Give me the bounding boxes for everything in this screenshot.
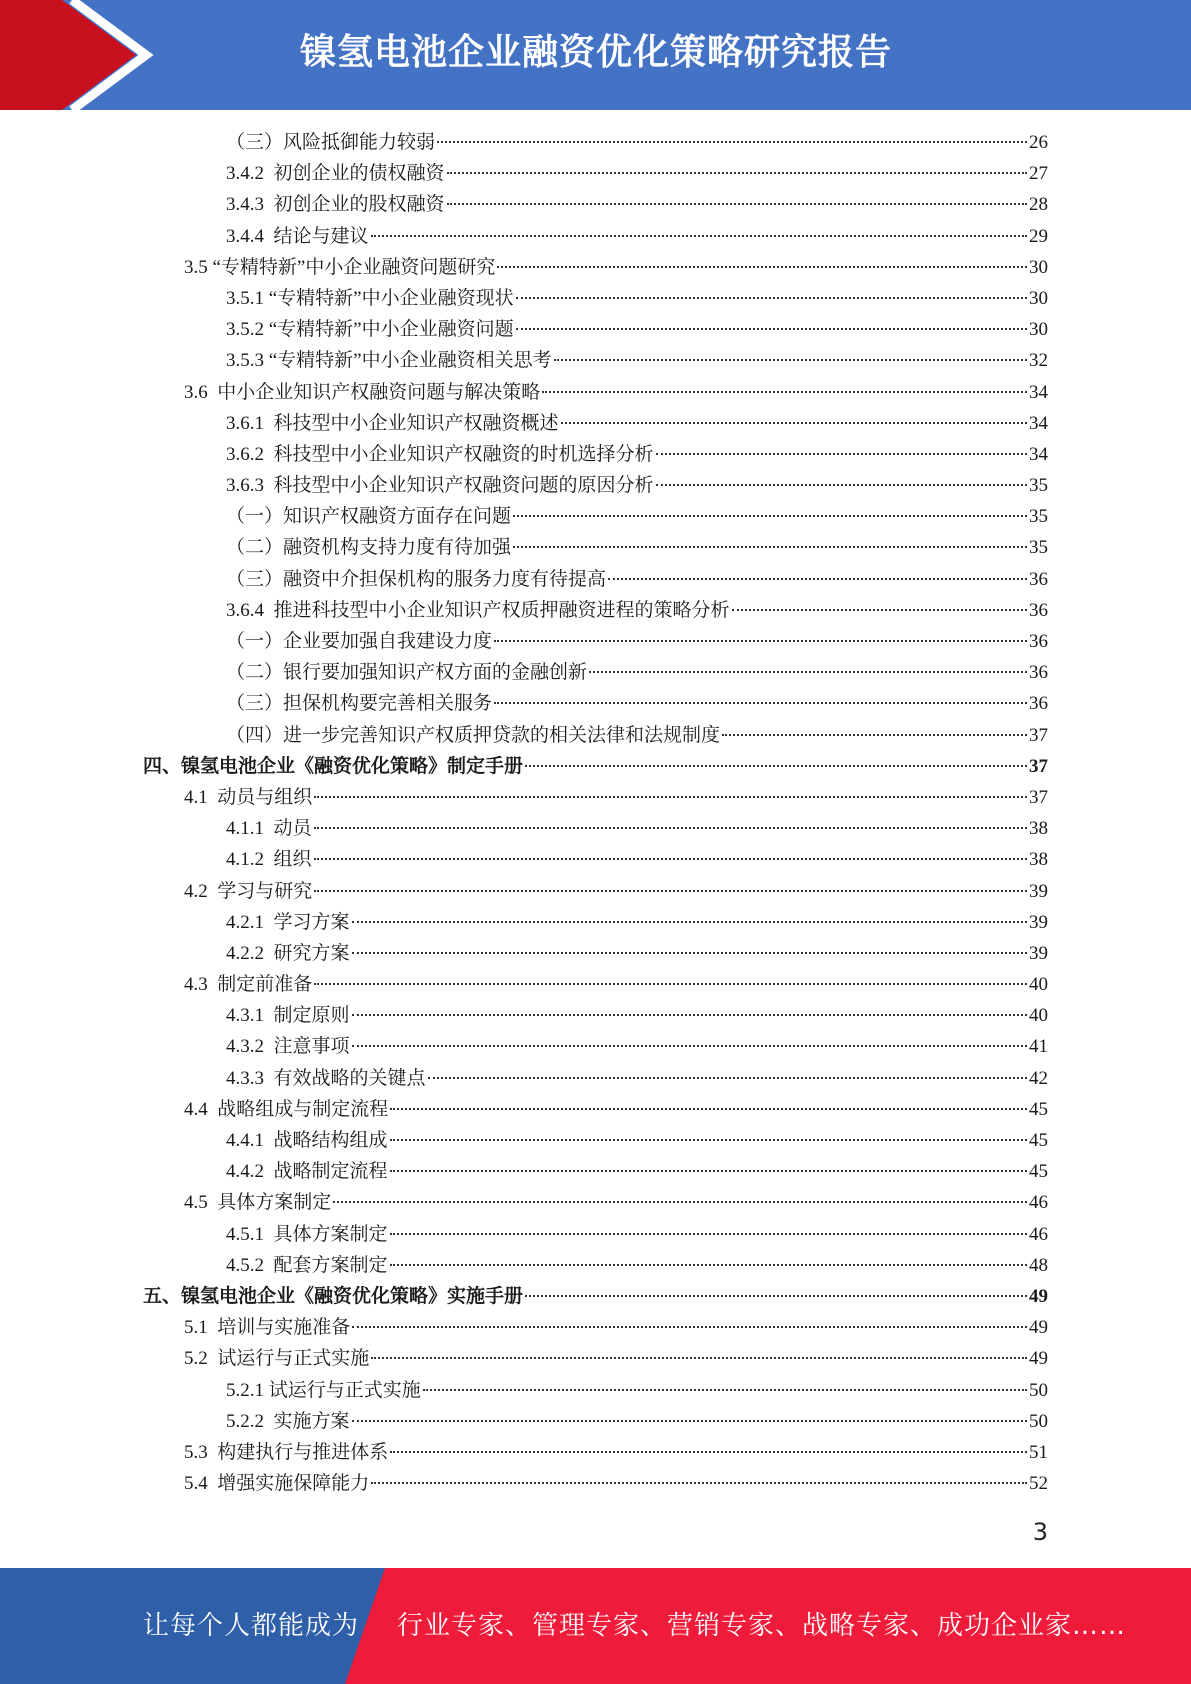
toc-entry[interactable] xyxy=(0,1375,1191,1406)
toc-dot-leader xyxy=(494,640,1027,642)
toc-entry-page: 49 xyxy=(1029,1285,1048,1307)
toc-entry-page: 40 xyxy=(1029,1005,1048,1027)
toc-dot-leader xyxy=(437,141,1027,143)
toc-entry-page: 51 xyxy=(1029,1441,1048,1463)
toc-entry-title: 4.3 制定前准备 xyxy=(184,974,313,996)
toc-entry-title: 4.1.2 组织 xyxy=(226,849,312,871)
toc-dot-leader xyxy=(390,1108,1027,1110)
table-of-contents xyxy=(0,127,1191,1499)
toc-entry[interactable] xyxy=(0,127,1191,158)
toc-entry-page: 34 xyxy=(1029,443,1048,465)
toc-entry-title: 4.4.2 战略制定流程 xyxy=(226,1161,388,1183)
toc-entry[interactable] xyxy=(0,564,1191,595)
toc-dot-leader xyxy=(390,1233,1027,1235)
toc-entry-title: （三）担保机构要完善相关服务 xyxy=(226,693,493,715)
toc-entry-title: 4.3.1 制定原则 xyxy=(226,1005,350,1027)
toc-dot-leader xyxy=(525,1295,1027,1297)
toc-entry[interactable] xyxy=(0,1312,1191,1343)
toc-dot-leader xyxy=(447,203,1027,205)
toc-entry-page: 46 xyxy=(1029,1192,1048,1214)
toc-entry[interactable] xyxy=(0,969,1191,1000)
toc-dot-leader xyxy=(428,1077,1027,1079)
toc-entry-title: （三）融资中介担保机构的服务力度有待提高 xyxy=(226,568,607,590)
toc-entry-title: 4.2 学习与研究 xyxy=(184,880,313,902)
toc-entry-page: 34 xyxy=(1029,412,1048,434)
toc-dot-leader xyxy=(608,578,1027,580)
toc-entry[interactable] xyxy=(0,345,1191,376)
toc-dot-leader xyxy=(371,235,1027,237)
toc-dot-leader xyxy=(314,827,1027,829)
toc-entry-title: 4.4.1 战略结构组成 xyxy=(226,1130,388,1151)
toc-entry-title: 3.4.2 初创企业的债权融资 xyxy=(226,163,445,185)
toc-dot-leader xyxy=(352,1045,1027,1047)
toc-entry[interactable] xyxy=(0,470,1191,501)
toc-entry-page: 36 xyxy=(1029,693,1048,715)
page-footer xyxy=(0,1568,1191,1684)
toc-entry-page: 52 xyxy=(1029,1473,1048,1495)
toc-entry[interactable] xyxy=(0,1187,1191,1218)
toc-entry[interactable] xyxy=(0,1063,1191,1094)
toc-dot-leader xyxy=(371,1482,1027,1484)
toc-entry[interactable] xyxy=(0,626,1191,657)
toc-entry-page: 49 xyxy=(1029,1317,1048,1339)
toc-entry[interactable] xyxy=(0,813,1191,844)
footer-slogan-right: 行业专家、管理专家、营销专家、战略专家、成功企业家…… xyxy=(397,1611,1127,1641)
toc-dot-leader xyxy=(352,952,1027,954)
toc-entry-title: （二）银行要加强知识产权方面的金融创新 xyxy=(226,662,588,684)
toc-entry[interactable] xyxy=(0,876,1191,907)
toc-entry-page: 45 xyxy=(1029,1161,1048,1183)
toc-entry-title: 4.3.3 有效战略的关键点 xyxy=(226,1067,426,1089)
toc-entry-page: 37 xyxy=(1029,755,1048,777)
toc-dot-leader xyxy=(314,796,1027,798)
toc-entry-page: 28 xyxy=(1029,194,1048,216)
toc-dot-leader xyxy=(447,172,1027,174)
toc-entry[interactable] xyxy=(0,1094,1191,1125)
toc-entry-page: 30 xyxy=(1029,256,1048,278)
toc-entry-title: （四）进一步完善知识产权质押贷款的相关法律和法规制度 xyxy=(226,724,721,746)
toc-entry-title: 5.1 培训与实施准备 xyxy=(184,1317,351,1339)
toc-dot-leader xyxy=(656,484,1027,486)
toc-entry[interactable] xyxy=(0,907,1191,938)
header-arrow-decoration xyxy=(0,0,160,110)
toc-dot-leader xyxy=(542,391,1027,393)
toc-entry[interactable] xyxy=(0,1156,1191,1187)
toc-entry-title: 5.2 试运行与正式实施 xyxy=(184,1348,370,1370)
toc-entry-page: 27 xyxy=(1029,163,1048,185)
toc-entry-page: 45 xyxy=(1029,1098,1048,1120)
toc-entry[interactable] xyxy=(0,1125,1191,1156)
toc-entry-page: 45 xyxy=(1029,1130,1048,1151)
toc-dot-leader xyxy=(497,266,1027,268)
toc-entry-page: 36 xyxy=(1029,568,1048,590)
toc-dot-leader xyxy=(513,546,1027,548)
toc-entry[interactable] xyxy=(0,1219,1191,1250)
toc-entry-title: 3.5.2 “专精特新”中小企业融资问题 xyxy=(226,319,514,341)
toc-dot-leader xyxy=(656,453,1027,455)
toc-entry-page: 35 xyxy=(1029,537,1048,559)
toc-dot-leader xyxy=(352,1014,1027,1016)
toc-dot-leader xyxy=(314,983,1027,985)
toc-entry-title: 5.3 构建执行与推进体系 xyxy=(184,1441,389,1463)
toc-entry-title: （二）融资机构支持力度有待加强 xyxy=(226,537,512,559)
toc-entry[interactable] xyxy=(0,782,1191,813)
footer-slogan-left: 让每个人都能成为 xyxy=(143,1611,360,1641)
toc-dot-leader xyxy=(516,328,1027,330)
toc-entry-page: 36 xyxy=(1029,631,1048,652)
toc-entry-page: 34 xyxy=(1029,381,1048,403)
toc-dot-leader xyxy=(390,1139,1027,1141)
toc-entry[interactable] xyxy=(0,844,1191,875)
toc-entry[interactable] xyxy=(0,1343,1191,1374)
toc-entry-title: 3.6 中小企业知识产权融资问题与解决策略 xyxy=(184,381,541,403)
toc-entry-title: 5.4 增强实施保障能力 xyxy=(184,1473,370,1495)
toc-entry[interactable] xyxy=(0,377,1191,408)
toc-entry-title: 3.6.1 科技型中小企业知识产权融资概述 xyxy=(226,412,559,434)
toc-dot-leader xyxy=(333,1201,1027,1203)
toc-dot-leader xyxy=(371,1357,1027,1359)
toc-entry[interactable] xyxy=(0,158,1191,189)
toc-entry[interactable] xyxy=(0,532,1191,563)
toc-entry[interactable] xyxy=(0,1000,1191,1031)
toc-dot-leader xyxy=(390,1451,1027,1453)
toc-entry-title: 3.6.2 科技型中小企业知识产权融资的时机选择分析 xyxy=(226,443,654,465)
toc-dot-leader xyxy=(554,359,1027,361)
toc-entry-page: 39 xyxy=(1029,880,1048,902)
toc-entry-title: 3.5 “专精特新”中小企业融资问题研究 xyxy=(184,256,496,278)
toc-entry[interactable] xyxy=(0,1437,1191,1468)
toc-entry-page: 36 xyxy=(1029,599,1048,621)
toc-entry[interactable] xyxy=(0,595,1191,626)
toc-dot-leader xyxy=(423,1389,1027,1391)
toc-entry-page: 39 xyxy=(1029,911,1048,933)
toc-entry[interactable] xyxy=(0,1281,1191,1312)
toc-entry[interactable] xyxy=(0,439,1191,470)
toc-entry-page: 40 xyxy=(1029,974,1048,996)
toc-entry-title: 3.4.3 初创企业的股权融资 xyxy=(226,194,445,216)
toc-entry-page: 50 xyxy=(1029,1379,1048,1401)
toc-entry[interactable] xyxy=(0,189,1191,220)
toc-entry-page: 32 xyxy=(1029,350,1048,372)
toc-entry-title: 4.1.1 动员 xyxy=(226,818,312,840)
toc-entry-page: 30 xyxy=(1029,319,1048,341)
toc-dot-leader xyxy=(390,1170,1027,1172)
toc-entry-page: 37 xyxy=(1029,724,1048,746)
toc-entry-page: 37 xyxy=(1029,786,1048,808)
toc-entry-page: 41 xyxy=(1029,1036,1048,1058)
toc-entry-page: 49 xyxy=(1029,1348,1048,1370)
toc-entry-title: 3.4.4 结论与建议 xyxy=(226,225,369,247)
toc-entry-title: 3.6.3 科技型中小企业知识产权融资问题的原因分析 xyxy=(226,475,654,497)
header-title: 镍氢电池企业融资优化策略研究报告 xyxy=(300,32,893,73)
toc-dot-leader xyxy=(513,515,1027,517)
toc-entry[interactable] xyxy=(0,408,1191,439)
toc-entry[interactable] xyxy=(0,1468,1191,1499)
toc-entry-title: 5.2.2 实施方案 xyxy=(226,1410,350,1432)
toc-entry[interactable] xyxy=(0,751,1191,782)
toc-entry-title: 4.5.1 具体方案制定 xyxy=(226,1223,388,1245)
toc-entry-page: 26 xyxy=(1029,132,1048,153)
toc-entry[interactable] xyxy=(0,938,1191,969)
toc-entry-page: 35 xyxy=(1029,506,1048,528)
toc-entry-page: 36 xyxy=(1029,662,1048,684)
toc-dot-leader xyxy=(589,671,1027,673)
toc-entry[interactable] xyxy=(0,657,1191,688)
toc-dot-leader xyxy=(314,890,1027,892)
toc-entry[interactable] xyxy=(0,501,1191,532)
toc-entry-page: 42 xyxy=(1029,1067,1048,1089)
toc-entry[interactable] xyxy=(0,720,1191,751)
toc-entry-title: （三）风险抵御能力较弱 xyxy=(226,132,436,153)
toc-entry[interactable] xyxy=(0,1250,1191,1281)
toc-entry-page: 48 xyxy=(1029,1254,1048,1276)
page-header xyxy=(0,0,1191,110)
toc-entry[interactable] xyxy=(0,1031,1191,1062)
toc-entry-title: 4.5 具体方案制定 xyxy=(184,1192,332,1214)
toc-entry-page: 38 xyxy=(1029,849,1048,871)
toc-entry-title: （一）企业要加强自我建设力度 xyxy=(226,631,493,652)
toc-entry-page: 38 xyxy=(1029,818,1048,840)
toc-entry-title: 3.6.4 推进科技型中小企业知识产权质押融资进程的策略分析 xyxy=(226,599,730,621)
toc-entry[interactable] xyxy=(0,252,1191,283)
toc-entry-title: 4.3.2 注意事项 xyxy=(226,1036,350,1058)
toc-entry-title: 4.5.2 配套方案制定 xyxy=(226,1254,388,1276)
toc-entry[interactable] xyxy=(0,314,1191,345)
toc-dot-leader xyxy=(390,1264,1027,1266)
toc-dot-leader xyxy=(561,422,1027,424)
header-red-arrow xyxy=(0,0,136,110)
toc-entry-title: 4.4 战略组成与制定流程 xyxy=(184,1098,389,1120)
toc-entry[interactable] xyxy=(0,688,1191,719)
toc-dot-leader xyxy=(525,765,1027,767)
toc-entry-title: 4.2.2 研究方案 xyxy=(226,942,350,964)
toc-dot-leader xyxy=(732,609,1027,611)
toc-entry-title: 4.2.1 学习方案 xyxy=(226,911,350,933)
toc-entry-page: 35 xyxy=(1029,475,1048,497)
toc-entry-title: 五、镍氢电池企业《融资优化策略》实施手册 xyxy=(143,1285,524,1307)
toc-dot-leader xyxy=(494,702,1027,704)
toc-entry-page: 46 xyxy=(1029,1223,1048,1245)
toc-dot-leader xyxy=(352,1326,1027,1328)
toc-entry[interactable] xyxy=(0,283,1191,314)
toc-entry-title: 3.5.1 “专精特新”中小企业融资现状 xyxy=(226,287,514,309)
page-number: 3 xyxy=(1032,1518,1048,1546)
toc-entry-page: 29 xyxy=(1029,225,1048,247)
toc-dot-leader xyxy=(352,1420,1027,1422)
toc-entry[interactable] xyxy=(0,221,1191,252)
toc-entry-title: 3.5.3 “专精特新”中小企业融资相关思考 xyxy=(226,350,552,372)
toc-entry-title: （一）知识产权融资方面存在问题 xyxy=(226,506,512,528)
toc-dot-leader xyxy=(314,858,1027,860)
toc-entry-page: 30 xyxy=(1029,287,1048,309)
toc-dot-leader xyxy=(352,921,1027,923)
toc-entry-title: 5.2.1 试运行与正式实施 xyxy=(226,1379,421,1401)
toc-entry-title: 四、镍氢电池企业《融资优化策略》制定手册 xyxy=(143,755,524,777)
toc-dot-leader xyxy=(516,297,1027,299)
toc-entry[interactable] xyxy=(0,1406,1191,1437)
toc-dot-leader xyxy=(722,734,1027,736)
toc-entry-title: 4.1 动员与组织 xyxy=(184,786,313,808)
toc-entry-page: 39 xyxy=(1029,942,1048,964)
toc-entry-page: 50 xyxy=(1029,1410,1048,1432)
